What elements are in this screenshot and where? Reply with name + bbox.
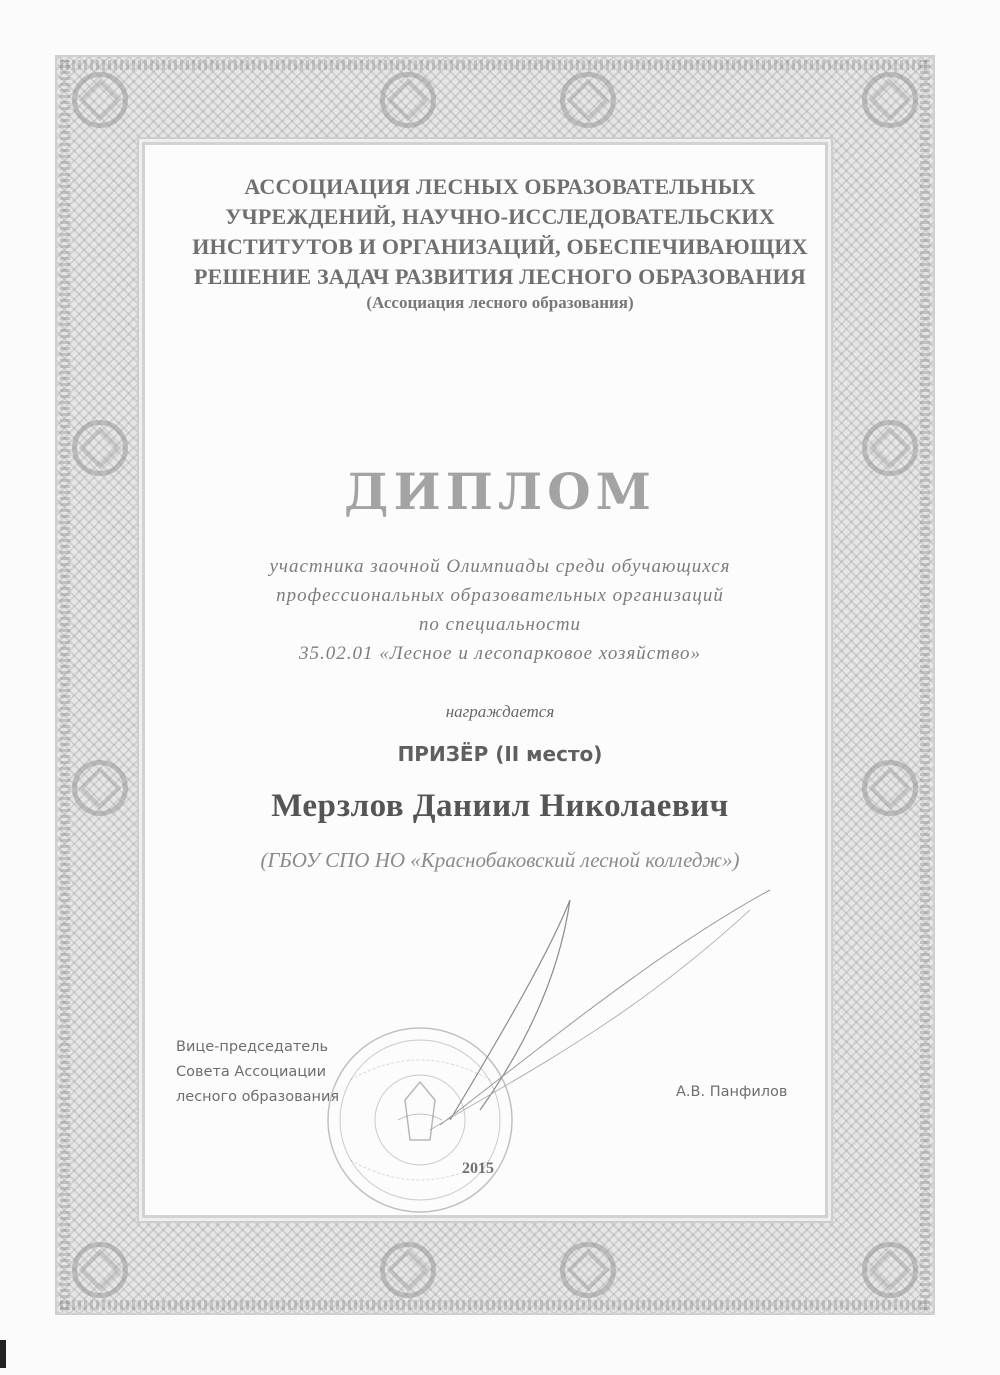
description-line: 35.02.01 «Лесное и лесопарковое хозяйство» — [299, 643, 701, 664]
description-line: профессиональных образовательных организаций — [276, 585, 724, 606]
scan-edge-mark — [0, 1340, 6, 1368]
signer-position-line: Совета Ассоциации — [176, 1064, 327, 1080]
diploma-title: ДИПЛОМ — [343, 462, 657, 521]
issue-year: 2015 — [462, 1160, 494, 1177]
diploma-description — [150, 552, 850, 668]
organization-short-name: (Ассоциация лесного образования) — [366, 293, 634, 312]
recipient-name: Мерзлов Даниил Николаевич — [271, 788, 729, 824]
signer-position — [176, 1035, 339, 1110]
organization-line: АССОЦИАЦИЯ ЛЕСНЫХ ОБРАЗОВАТЕЛЬНЫХ — [244, 174, 756, 199]
organization-name — [150, 172, 850, 292]
awarded-label: награждается — [445, 702, 555, 721]
organization-line: УЧРЕЖДЕНИЙ, НАУЧНО-ИССЛЕДОВАТЕЛЬСКИХ — [225, 204, 775, 229]
description-line: по специальности — [418, 614, 582, 635]
organization-line: РЕШЕНИЕ ЗАДАЧ РАЗВИТИЯ ЛЕСНОГО ОБРАЗОВАНИЯ — [194, 264, 806, 289]
prize-title: ПРИЗЁР (II место) — [397, 742, 603, 766]
signer-position-line: лесного образования — [176, 1089, 340, 1105]
signer-name: А.В. Панфилов — [676, 1084, 788, 1100]
organization-line: ИНСТИТУТОВ И ОРГАНИЗАЦИЙ, ОБЕСПЕЧИВАЮЩИХ — [192, 234, 808, 259]
signer-position-line: Вице-председатель — [176, 1039, 329, 1055]
recipient-institution: (ГБОУ СПО НО «Краснобаковский лесной колледж») — [260, 848, 740, 872]
description-line: участника заочной Олимпиады среди обучающихся — [269, 556, 731, 577]
handwritten-signature — [330, 860, 780, 1160]
